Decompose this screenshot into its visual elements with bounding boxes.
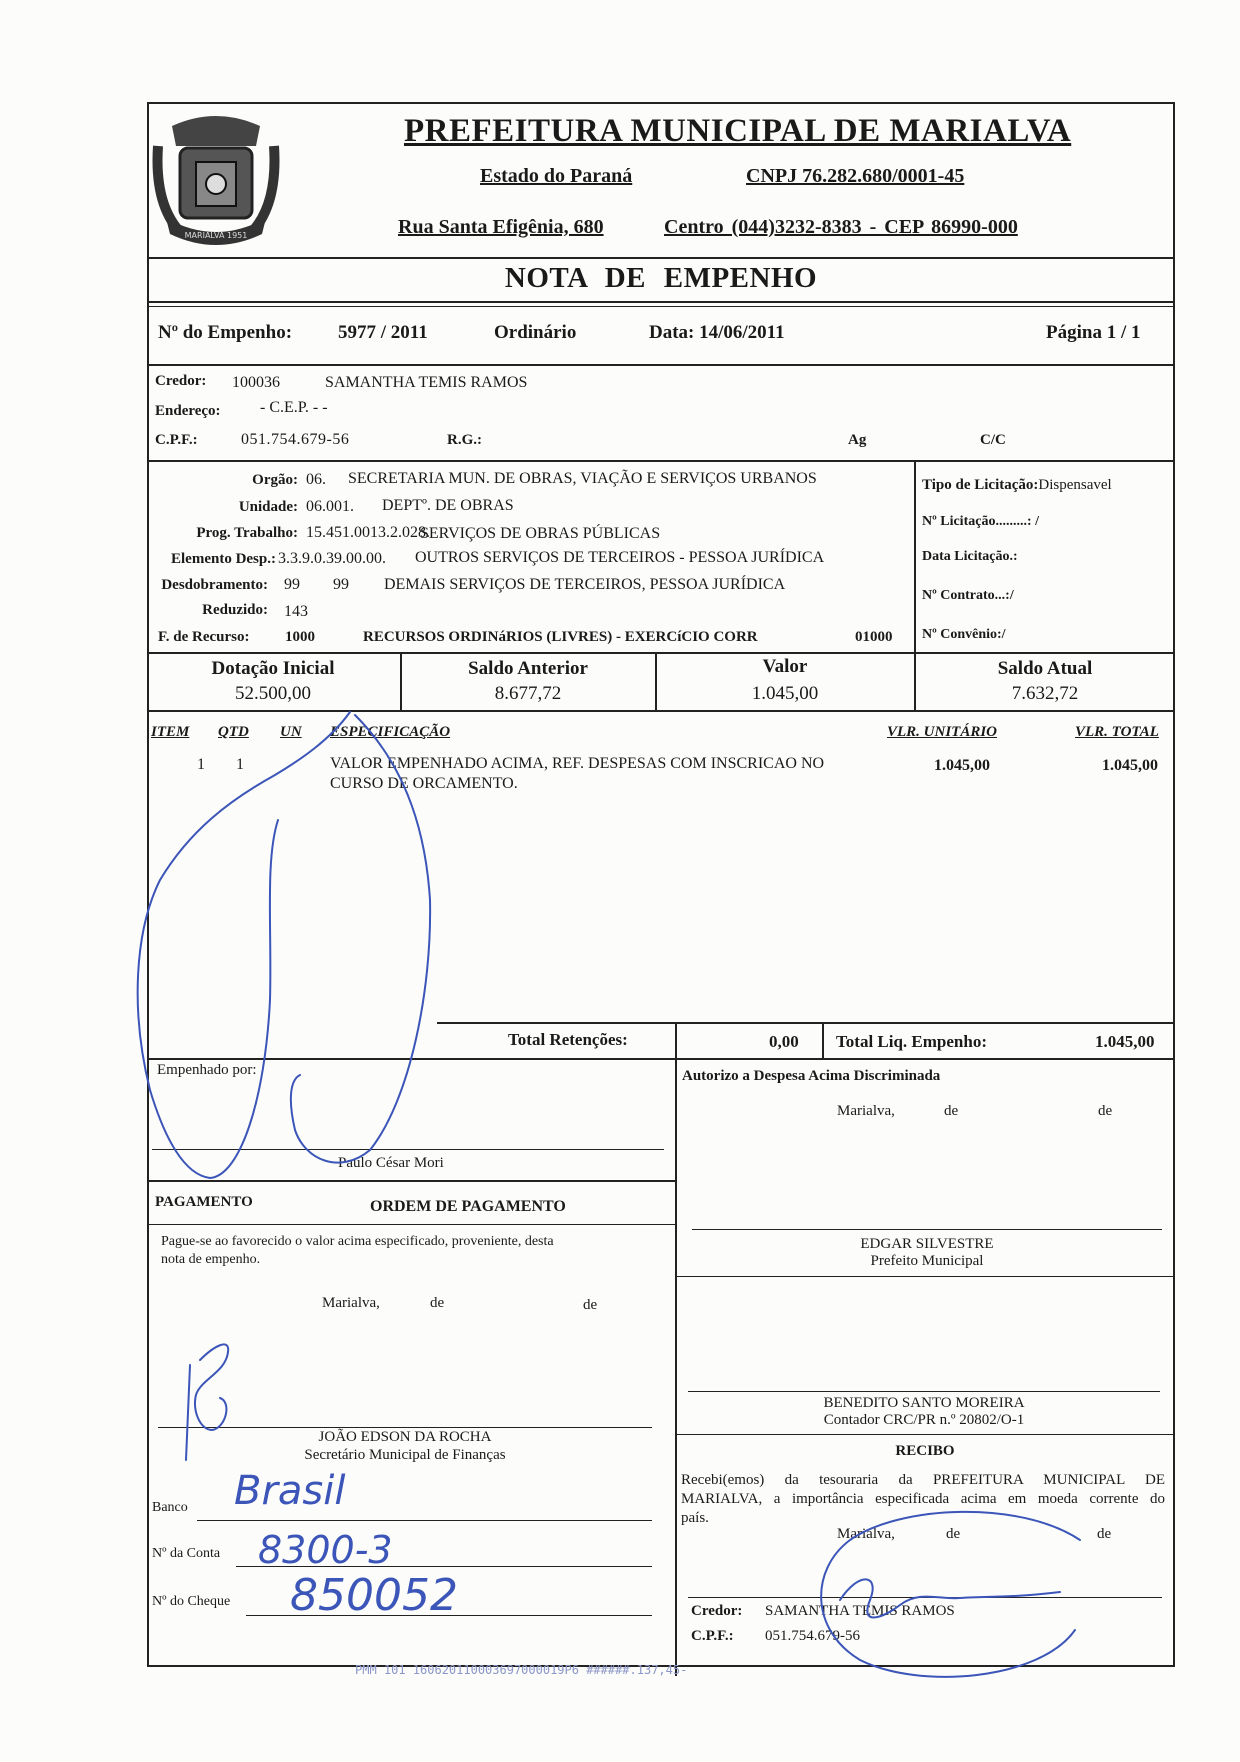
recibo-credor-value: SAMANTHA TEMIS RAMOS (765, 1603, 955, 1619)
col-header-un: UN (280, 724, 302, 740)
elem-label: Elemento Desp.: (171, 551, 276, 567)
pagamento-de2: de (583, 1297, 598, 1313)
empenho-date: Data: 14/06/2011 (649, 322, 785, 343)
empenhado-label: Empenhado por: (157, 1062, 257, 1078)
rg-label: R.G.: (447, 432, 482, 448)
tipo-licitacao-label: Tipo de Licitação:Dispensavel (922, 477, 1112, 493)
prog-desc: SERVIÇOS DE OBRAS PÚBLICAS (420, 525, 661, 542)
contador-name: BENEDITO SANTO MOREIRA (823, 1395, 1025, 1411)
empenhado-signature-mark (138, 712, 430, 1178)
cc-label: C/C (980, 432, 1006, 448)
recibo-line1: Recebi(emos) da tesouraria da PREFEITURA MUNICIPAL DE (681, 1472, 1165, 1488)
valor-value: 1.045,00 (751, 683, 819, 704)
endereco-value: - C.E.P. - - (260, 399, 328, 416)
contrato-num: Nº Contrato...:/ (922, 588, 1014, 603)
pagamento-label: PAGAMENTO (155, 1194, 253, 1210)
retencoes-label: Total Retenções: (508, 1030, 628, 1049)
orgao-label: Orgão: (252, 472, 298, 488)
col-header-qtd: QTD (218, 724, 249, 740)
conta-value: 8300-3 (258, 1528, 393, 1572)
table-row-spec-line2: CURSO DE ORCAMENTO. (330, 775, 518, 792)
liq-value: 1.045,00 (1095, 1032, 1155, 1051)
secretario-name: JOÃO EDSON DA ROCHA (318, 1429, 492, 1445)
retencoes-value: 0,00 (769, 1032, 799, 1051)
pagamento-text-line1: Pague-se ao favorecido o valor acima especificado, proveniente, desta (161, 1234, 554, 1249)
saldo-atual-label: Saldo Atual (997, 658, 1093, 679)
tipo-licitacao-value: Dispensavel (1038, 477, 1112, 493)
endereco-label: Endereço: (155, 403, 221, 419)
prefeito-name: EDGAR SILVESTRE (860, 1236, 994, 1252)
prog-code: 15.451.0013.2.028. (306, 524, 430, 541)
unidade-code: 06.001. (306, 498, 354, 515)
pagamento-city: Marialva, (322, 1295, 380, 1311)
recibo-de2: de (1097, 1526, 1112, 1542)
page-title: PREFEITURA MUNICIPAL DE MARIALVA (404, 113, 1072, 149)
estado: Estado do Paraná (480, 165, 633, 187)
saldo-anterior-label: Saldo Anterior (468, 658, 588, 679)
banco-label: Banco (152, 1500, 188, 1515)
dotacao-label: Dotação Inicial (211, 658, 335, 679)
credor-label: Credor: (155, 373, 207, 389)
prefeito-role: Prefeito Municipal (870, 1253, 984, 1269)
cheque-label: Nº do Cheque (152, 1594, 231, 1609)
recibo-line2: MARIALVA, a importância especificada acima em moeda corrente do (681, 1491, 1165, 1507)
cpf-label: C.P.F.: (155, 432, 198, 448)
cnpj: CNPJ 76.282.680/0001-45 (746, 165, 965, 187)
secretario-role: Secretário Municipal de Finanças (304, 1447, 506, 1463)
recurso-label: F. de Recurso: (158, 629, 250, 645)
recibo-credor-label: Credor: (691, 1603, 743, 1619)
ordem-pagamento: ORDEM DE PAGAMENTO (370, 1198, 566, 1215)
table-row-item: 1 (197, 756, 205, 773)
col-header-item: ITEM (151, 724, 190, 740)
recibo-title: RECIBO (895, 1443, 955, 1459)
desd-desc: DEMAIS SERVIÇOS DE TERCEIROS, PESSOA JURÍDICA (384, 576, 786, 593)
recurso-code: 1000 (285, 629, 315, 645)
dotacao-value: 52.500,00 (235, 683, 311, 704)
col-header-unit: VLR. UNITÁRIO (887, 724, 998, 740)
licitacao-num: Nº Licitação.........: / (922, 514, 1039, 529)
table-row-total: 1.045,00 (1102, 757, 1158, 774)
recibo-de1: de (946, 1526, 961, 1542)
desd-code2: 99 (333, 576, 349, 593)
cpf-value: 051.754.679-56 (241, 431, 350, 448)
reduzido-label: Reduzido: (202, 602, 268, 618)
orgao-desc: SECRETARIA MUN. DE OBRAS, VIAÇÃO E SERVIÇOS URBANOS (348, 470, 817, 487)
desd-code1: 99 (284, 576, 300, 593)
cheque-value: 850052 (290, 1570, 458, 1621)
centro-phone-cep: Centro (044)3232-8383 - CEP 86990-000 (664, 216, 1018, 238)
licitacao-data: Data Licitação.: (922, 549, 1018, 564)
recibo-line3: país. (681, 1510, 709, 1526)
empenhado-name: Paulo César Mori (338, 1155, 444, 1171)
autorizo-label: Autorizo a Despesa Acima Discriminada (682, 1068, 941, 1084)
ag-label: Ag (848, 432, 867, 448)
autorizo-de1: de (944, 1103, 959, 1119)
doc-title: NOTA DE EMPENHO (504, 262, 818, 294)
seal-banner-text: MARIALVA 1951 (184, 231, 248, 240)
credor-name: SAMANTHA TEMIS RAMOS (325, 374, 528, 391)
autorizo-city: Marialva, (837, 1103, 895, 1119)
table-row-spec-line1: VALOR EMPENHADO ACIMA, REF. DESPESAS COM INSCRICAO NO (330, 755, 825, 772)
autorizo-de2: de (1098, 1103, 1113, 1119)
empenho-type: Ordinário (494, 322, 577, 343)
table-row-qtd: 1 (236, 756, 244, 773)
recibo-city: Marialva, (837, 1526, 895, 1542)
liq-label: Total Liq. Empenho: (836, 1032, 987, 1051)
page-number: Página 1 / 1 (1046, 322, 1141, 343)
orgao-code: 06. (306, 471, 326, 488)
elem-desc: OUTROS SERVIÇOS DE TERCEIROS - PESSOA JURÍDICA (415, 549, 825, 566)
address: Rua Santa Efigênia, 680 (398, 216, 604, 238)
empenho-number-label: Nº do Empenho: (158, 322, 293, 343)
col-header-spec: ESPECIFICAÇÃO (330, 724, 451, 740)
conta-label: Nº da Conta (152, 1546, 221, 1561)
recurso-desc: RECURSOS ORDINáRIOS (LIVRES) - EXERCíCIO CORR (363, 629, 758, 645)
credor-code: 100036 (232, 374, 280, 391)
pagamento-de1: de (430, 1295, 445, 1311)
contador-role: Contador CRC/PR n.º 20802/O-1 (823, 1412, 1025, 1428)
recurso-num: 01000 (855, 629, 893, 645)
elem-code: 3.3.9.0.39.00.00. (278, 550, 386, 567)
pagamento-text-line2: nota de empenho. (161, 1252, 261, 1267)
valor-label: Valor (762, 656, 808, 677)
banco-value: Brasil (234, 1468, 346, 1514)
secretario-signature-mark (186, 1344, 228, 1460)
convenio-num: Nº Convênio:/ (922, 627, 1006, 642)
saldo-atual-value: 7.632,72 (1011, 683, 1079, 704)
desd-label: Desdobramento: (161, 577, 268, 593)
prog-label: Prog. Trabalho: (196, 525, 298, 541)
unidade-label: Unidade: (238, 499, 298, 515)
footer-code: PMM 101 160620110003697000019P6 ######.137,45- (355, 1663, 688, 1677)
table-row-unit: 1.045,00 (934, 757, 990, 774)
recibo-cpf-label: C.P.F.: (691, 1628, 734, 1644)
empenho-number: 5977 / 2011 (338, 322, 428, 343)
col-header-total: VLR. TOTAL (1075, 724, 1159, 740)
recibo-cpf-value: 051.754.679-56 (765, 1628, 860, 1644)
unidade-desc: DEPTº. DE OBRAS (382, 497, 514, 514)
reduzido-value: 143 (284, 603, 308, 620)
saldo-anterior-value: 8.677,72 (494, 683, 562, 704)
credor-signature-mark (821, 1512, 1080, 1677)
